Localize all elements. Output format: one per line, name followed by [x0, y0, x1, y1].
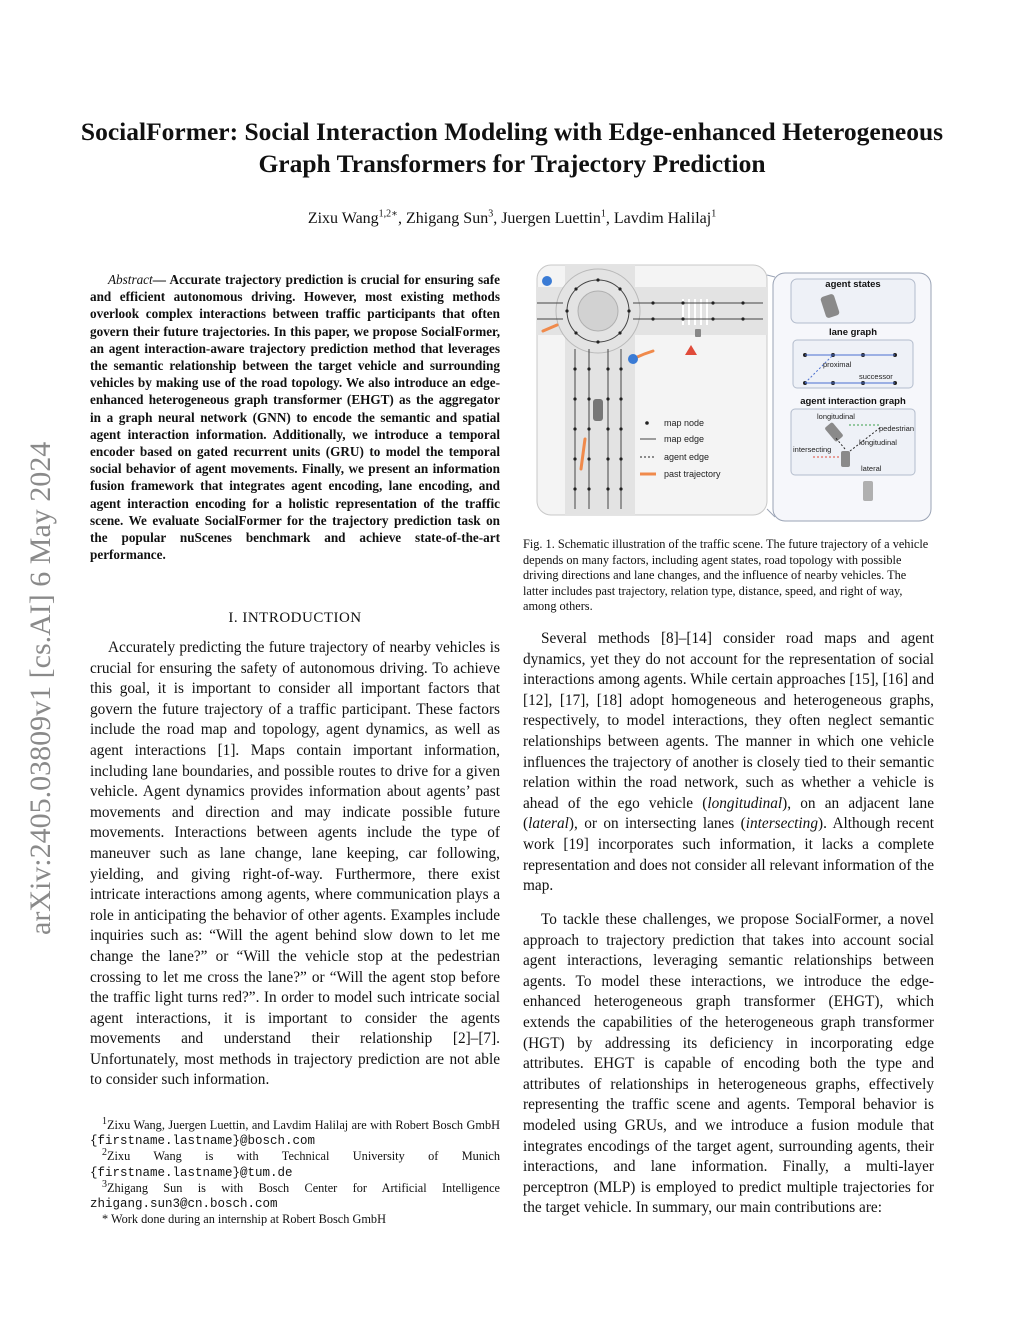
agent-states-label: agent states	[825, 279, 881, 290]
graph-panel	[767, 273, 931, 521]
lateral-label: lateral	[861, 464, 882, 473]
pedestrian-label: pedestrian	[879, 424, 915, 433]
roundabout-sign-icon	[542, 276, 552, 286]
author-affil: 1,2∗	[378, 208, 398, 220]
footnote-3: $^3$Zhigang Sun is with Bosch Center for Artificial Intelligence zhigang.sun3@cn.bosch.com	[90, 1178, 500, 1212]
body-paragraph: To tackle these challenges, we propose SocialFormer, a novel approach to trajectory prediction that takes into account social agent interactions, leveraging semantic relationships between agents. To model these interactions, we introduce the edge-enhanced heterogeneous graph transformer (EHGT), which extends the capabilities of the heterogeneous graph transformer (HGT) by addressing its deficiency in incorporating edge attributes. EHGT is capable of encoding both the type and attributes of relationships in heterogeneous graphs, effectively representing the traffic scene and agents. Temporal behavior is modeled using GRUs, and we introduce a fusion module that integrates encodings of the target agent, surrounding agents, their interactions, and lane information. Finally, a multi-layer perceptron (MLP) is employed to predict multiple trajectories for the target vehicle. In summary, our main contributions are:	[523, 911, 934, 1217]
legend-map-node: map node	[664, 418, 705, 428]
successor-label: successor	[859, 372, 893, 381]
footnote-1: $^1$Zixu Wang, Juergen Luettin, and Lavdim Halilaj are with Robert Bosch GmbH {firstname.lastname}@bosch.com	[90, 1115, 500, 1149]
road-scene	[537, 265, 767, 515]
figure-traffic-scene	[523, 259, 935, 527]
proximal-label: proximal	[823, 360, 852, 369]
body-paragraph: Several methods [8]–[14] consider road maps and agent dynamics, yet they do not account for the representation of social interactions among agents. While certain approaches [15], [16] and [12], [17], [18] adopt homogeneous and heterogeneous graphs, respectively, to model interactions, they often neglect semantic relationships between agents. The manner in which one vehicle influences the trajectory of another is closely tied to their semantic relation within the road network, such as whether a vehicle is ahead of the ego vehicle (longitudinal), on an adjacent lane (lateral), or on intersecting lanes (intersecting). Although recent work [19] incorporates such information, it lacks a complete representation and does not consider all relevant information of the map.	[523, 630, 935, 895]
abstract	[90, 271, 500, 563]
author-affil: 1	[711, 208, 717, 220]
author-affil: 3	[488, 208, 494, 220]
roundabout-sign-icon	[628, 354, 638, 364]
ego-vehicle	[593, 399, 603, 421]
lane-graph-label: lane graph	[828, 327, 878, 338]
intersecting-label: intersecting	[793, 445, 832, 454]
author-name: Zixu Wang	[307, 210, 379, 227]
email[interactable]: {firstname.lastname}@bosch.com	[90, 1134, 316, 1149]
footnotes	[90, 1115, 500, 1227]
footnote-4: * Work done during an internship at Robert Bosch GmbH	[102, 1212, 386, 1227]
author-list: Zixu Wang$^{1,2∗}$, Zhigang Sun$^3$, Juergen Luettin$^1$, Lavdim Halilaj$^1$	[307, 208, 717, 227]
paper-title: SocialFormer: Social Interaction Modeling with Edge-enhanced Heterogeneous Graph Transformers for Trajectory Prediction	[80, 117, 944, 178]
abstract-label: Abstract	[108, 272, 153, 287]
legend-map-edge: map edge	[664, 434, 705, 444]
abstract-text: — Accurate trajectory prediction is crucial for ensuring safe and efficient autonomous driving. However, most existing methods overlook complex interactions between traffic participants that often govern their future trajectories. In this paper, we propose SocialFormer, an agent interaction-aware trajectory prediction method that leverages the semantic relationship between the target vehicle and surrounding vehicles by making use of the road topology. We also introduce an edge-enhanced heterogeneous graph transformer (EHGT) as the aggregator in a graph neural network (GNN) to encode the semantic and spatial agent interaction information. Additionally, we introduce a temporal encoder based on gated recurrent units (GRU) to model the temporal social behavior of agent movements. Finally, we present an information fusion framework that integrates agent encoding, lane encoding, and agent interaction encoding for a holistic representation of the traffic scene. We evaluate SocialFormer for the trajectory prediction task on the popular nuScenes benchmark and achieve state-of-the-art performance.	[90, 272, 500, 563]
figure-caption: Fig. 1. Schematic illustration of the traffic scene. The future trajectory of a vehicle depends on many factors, including agent states, road topology with possible driving directions and lane changes, and the influence of nearby vehicles. The latter includes past trajectory, relation type, distance, speed, and right of way, among others.	[523, 537, 929, 614]
legend-agent-edge: agent edge	[664, 452, 710, 462]
arxiv-identifier	[14, 360, 64, 960]
author-name: Juergen Luettin	[501, 210, 601, 227]
author-name: Zhigang Sun	[405, 210, 489, 227]
arxiv-id-text: arXiv:2405.03809v1 [cs.AI] 6 May 2024	[24, 441, 57, 935]
email[interactable]: {firstname.lastname}@tum.de	[90, 1165, 293, 1180]
footnote-2: $^2$Zixu Wang is with Technical University of Munich {firstname.lastname}@tum.de	[90, 1147, 500, 1180]
author-name: Lavdim Halilaj	[613, 210, 712, 227]
agent-interaction-graph-label: agent interaction graph	[800, 396, 906, 407]
email[interactable]: zhigang.sun3@cn.bosch.com	[90, 1197, 278, 1212]
section-heading-introduction: I. INTRODUCTION	[228, 610, 362, 626]
author-affil: 1	[600, 208, 606, 220]
longitudinal-label: longitudinal	[817, 412, 855, 421]
legend-past-trajectory: past trajectory	[664, 469, 721, 479]
longitudinal-label: longitudinal	[859, 438, 897, 447]
intro-paragraph: Accurately predicting the future trajectory of nearby vehicles is crucial for ensuring the safety of autonomous driving. To achieve this goal, it is important to consider all important factors that govern the future trajectory of a traffic participant. These factors include the road map and topology, agent dynamics, as well as agent interactions [1]. Maps contain important information, including lane boundaries, and possible routes to drive for a given vehicle. Agent dynamics provides information about agents’ past movements and direction and may indicate possible future movements. Interactions between agents include the type of maneuver such as lane change, lane keeping, car following, yielding, and giving right-of-way. Furthermore, there exist intricate interactions among agents, where communication plays a role in anticipating the behavior of other agents. Examples include inquiries such as: “Will the agent behind slow down to let me change the lane?” or “Will the vehicle stop at the pedestrian crossing to let me cross the lane?” or “Will the agent stop before the traffic light turns red?”. In order to model such intricate social agent interactions, it is important to consider the agents movements and understand their relationship [2]–[7]. Unfortunately, most methods in trajectory prediction are not able to consider such information.	[90, 639, 500, 1089]
